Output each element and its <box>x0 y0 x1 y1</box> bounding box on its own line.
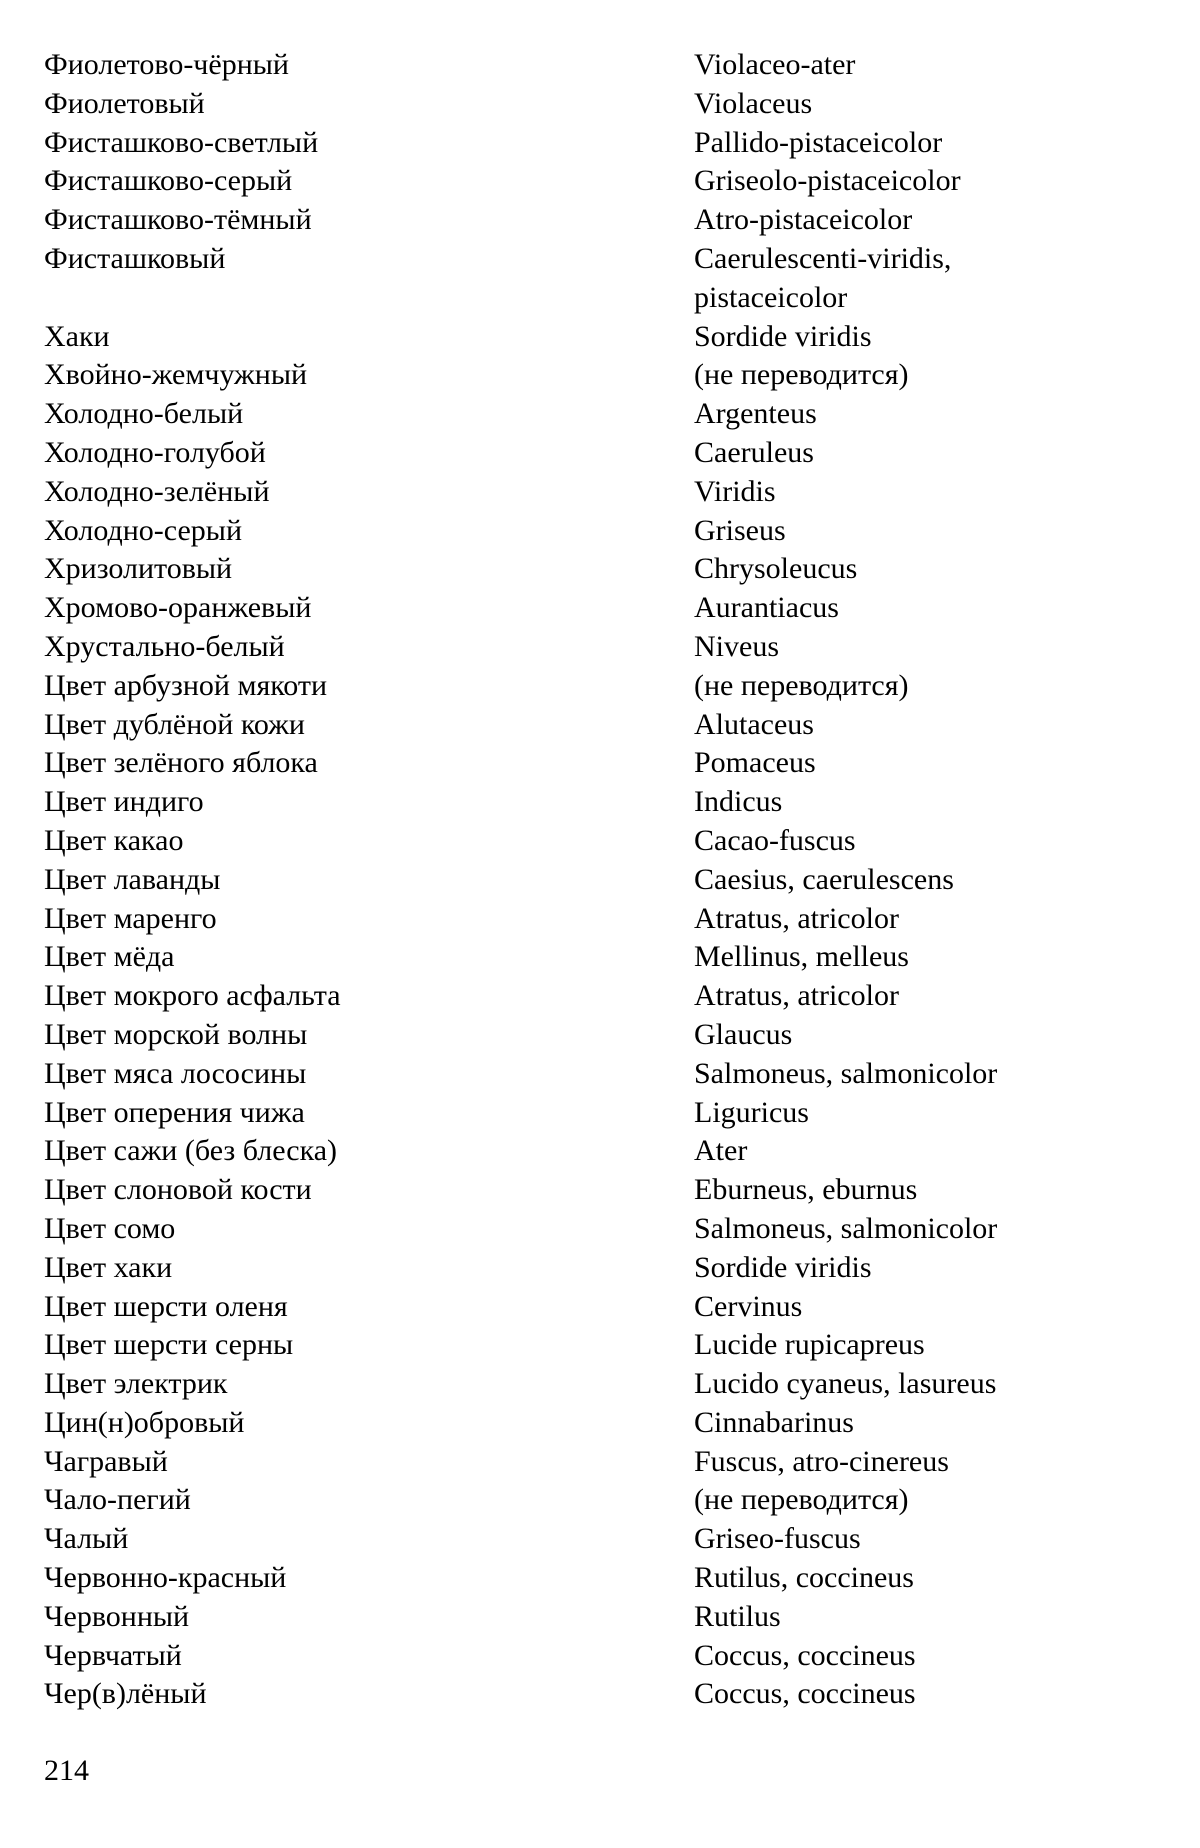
russian-term: Фисташково-серый <box>44 164 293 198</box>
latin-term: (не переводится) <box>694 1483 909 1517</box>
russian-term: Фисташковый <box>44 241 226 275</box>
latin-term: Atratus, atricolor <box>694 901 899 935</box>
term-row <box>44 628 1144 667</box>
term-row <box>44 1520 1144 1559</box>
latin-term: Coccus, coccineus <box>694 1638 916 1672</box>
latin-term: Pallido-pistaceicolor <box>694 125 943 159</box>
latin-term: Lucide rupicapreus <box>694 1328 925 1362</box>
term-row <box>44 356 1144 395</box>
term-row <box>44 434 1144 473</box>
latin-term: Atro-pistaceicolor <box>694 203 913 237</box>
latin-term: Fuscus, atro-cinereus <box>694 1444 949 1478</box>
term-row <box>44 162 1144 201</box>
russian-term: Хрустально-белый <box>44 629 285 663</box>
russian-term: Холодно-белый <box>44 397 244 431</box>
term-row <box>44 1598 1144 1637</box>
term-row <box>44 1055 1144 1094</box>
term-row <box>44 1016 1144 1055</box>
term-row <box>44 938 1144 977</box>
russian-term: Червонный <box>44 1599 190 1633</box>
latin-term: Rutilus, coccineus <box>694 1561 914 1595</box>
russian-term: Цвет сажи (без блеска) <box>44 1134 338 1168</box>
russian-term: Холодно-голубой <box>44 435 266 469</box>
term-row <box>44 512 1144 551</box>
term-row <box>44 667 1144 706</box>
term-row <box>44 977 1144 1016</box>
russian-term: Цвет арбузной мякоти <box>44 668 328 702</box>
term-row <box>44 1559 1144 1598</box>
term-row <box>44 550 1144 589</box>
russian-term: Цвет мёда <box>44 940 175 974</box>
latin-term: Mellinus, melleus <box>694 940 909 974</box>
latin-term: Aurantiacus <box>694 591 839 625</box>
russian-term: Хвойно-жемчужный <box>44 358 308 392</box>
russian-term: Цвет шерсти серны <box>44 1328 294 1362</box>
term-row <box>44 1443 1144 1482</box>
latin-term: Caesius, caerulescens <box>694 862 954 896</box>
term-row <box>44 395 1144 434</box>
russian-term: Цвет оперения чижа <box>44 1095 305 1129</box>
russian-term: Холодно-зелёный <box>44 474 270 508</box>
term-row <box>44 900 1144 939</box>
russian-term: Цвет маренго <box>44 901 217 935</box>
latin-term: Caerulescenti-viridis, pistaceicolor <box>694 241 952 314</box>
russian-term: Цвет зелёного яблока <box>44 746 318 780</box>
russian-term: Цвет хаки <box>44 1250 173 1284</box>
term-row <box>44 1249 1144 1288</box>
latin-term: Liguricus <box>694 1095 809 1129</box>
term-row <box>44 473 1144 512</box>
term-row <box>44 1210 1144 1249</box>
latin-term: Pomaceus <box>694 746 816 780</box>
russian-term: Цвет лаванды <box>44 862 221 896</box>
term-row <box>44 1094 1144 1133</box>
latin-term: Cinnabarinus <box>694 1405 854 1439</box>
term-row <box>44 1481 1144 1520</box>
latin-term: Sordide viridis <box>694 319 872 353</box>
russian-term: Хаки <box>44 319 110 353</box>
page-number: 214 <box>44 1754 89 1787</box>
latin-term: Caeruleus <box>694 435 814 469</box>
latin-term: Cacao-fuscus <box>694 823 856 857</box>
term-row <box>44 1171 1144 1210</box>
latin-term: Chrysoleucus <box>694 552 858 586</box>
russian-term: Червчатый <box>44 1638 182 1672</box>
latin-term: Eburneus, eburnus <box>694 1173 918 1207</box>
russian-term: Червонно-красный <box>44 1561 287 1595</box>
term-row <box>44 1637 1144 1676</box>
russian-term: Цвет слоновой кости <box>44 1173 312 1207</box>
term-row <box>44 1404 1144 1443</box>
term-row <box>44 46 1144 85</box>
term-row <box>44 201 1144 240</box>
term-row <box>44 1675 1144 1714</box>
russian-term: Фисташково-светлый <box>44 125 319 159</box>
latin-term: Indicus <box>694 785 783 819</box>
latin-term: Griseo-fuscus <box>694 1522 861 1556</box>
russian-term: Фиолетово-чёрный <box>44 48 289 81</box>
russian-term: Цвет какао <box>44 823 184 857</box>
russian-term: Чер(в)лёный <box>44 1677 207 1711</box>
latin-term: Ater <box>694 1134 748 1168</box>
russian-term: Цин(н)обровый <box>44 1405 245 1439</box>
latin-term: Salmoneus, salmonicolor <box>694 1211 998 1245</box>
russian-term: Чало-пегий <box>44 1483 191 1517</box>
russian-term: Фиолетовый <box>44 86 205 120</box>
latin-term: Glaucus <box>694 1017 793 1051</box>
russian-term: Цвет сомо <box>44 1211 176 1245</box>
term-row <box>44 318 1144 357</box>
russian-term: Цвет морской волны <box>44 1017 308 1051</box>
russian-term: Фисташково-тёмный <box>44 203 312 237</box>
latin-term: Argenteus <box>694 397 817 431</box>
term-row <box>44 744 1144 783</box>
russian-term: Холодно-серый <box>44 513 243 547</box>
color-term-list <box>44 46 1144 1714</box>
term-row <box>44 706 1144 745</box>
russian-term: Цвет мокрого асфальта <box>44 979 341 1013</box>
term-row <box>44 1365 1144 1404</box>
latin-term: Atratus, atricolor <box>694 979 899 1013</box>
latin-term: Niveus <box>694 629 779 663</box>
latin-term: Viridis <box>694 474 776 508</box>
term-row <box>44 589 1144 628</box>
term-row <box>44 1326 1144 1365</box>
term-row <box>44 783 1144 822</box>
term-row <box>44 85 1144 124</box>
latin-term: Cervinus <box>694 1289 803 1323</box>
latin-term: (не переводится) <box>694 668 909 702</box>
russian-term: Цвет шерсти оленя <box>44 1289 288 1323</box>
latin-term: Violaceus <box>694 86 813 120</box>
latin-term: Sordide viridis <box>694 1250 872 1284</box>
russian-term: Цвет мяса лососины <box>44 1056 307 1090</box>
russian-term: Цвет дублёной кожи <box>44 707 305 741</box>
latin-term: Griseus <box>694 513 786 547</box>
russian-term: Цвет электрик <box>44 1367 228 1401</box>
latin-term: Alutaceus <box>694 707 814 741</box>
latin-term: Griseolo-pistaceicolor <box>694 164 961 198</box>
term-row <box>44 1288 1144 1327</box>
latin-term: Salmoneus, salmonicolor <box>694 1056 998 1090</box>
term-row <box>44 124 1144 163</box>
russian-term: Чалый <box>44 1522 129 1556</box>
latin-term: (не переводится) <box>694 358 909 392</box>
term-row <box>44 822 1144 861</box>
term-row <box>44 1132 1144 1171</box>
term-row <box>44 861 1144 900</box>
latin-term: Coccus, coccineus <box>694 1677 916 1711</box>
russian-term: Цвет индиго <box>44 785 204 819</box>
term-row <box>44 240 1144 318</box>
russian-term: Чагравый <box>44 1444 168 1478</box>
latin-term: Rutilus <box>694 1599 781 1633</box>
russian-term: Хризолитовый <box>44 552 233 586</box>
russian-term: Хромово-оранжевый <box>44 591 312 625</box>
latin-term: Lucido cyaneus, lasureus <box>694 1367 997 1401</box>
latin-term: Violaceo-ater <box>694 48 856 81</box>
